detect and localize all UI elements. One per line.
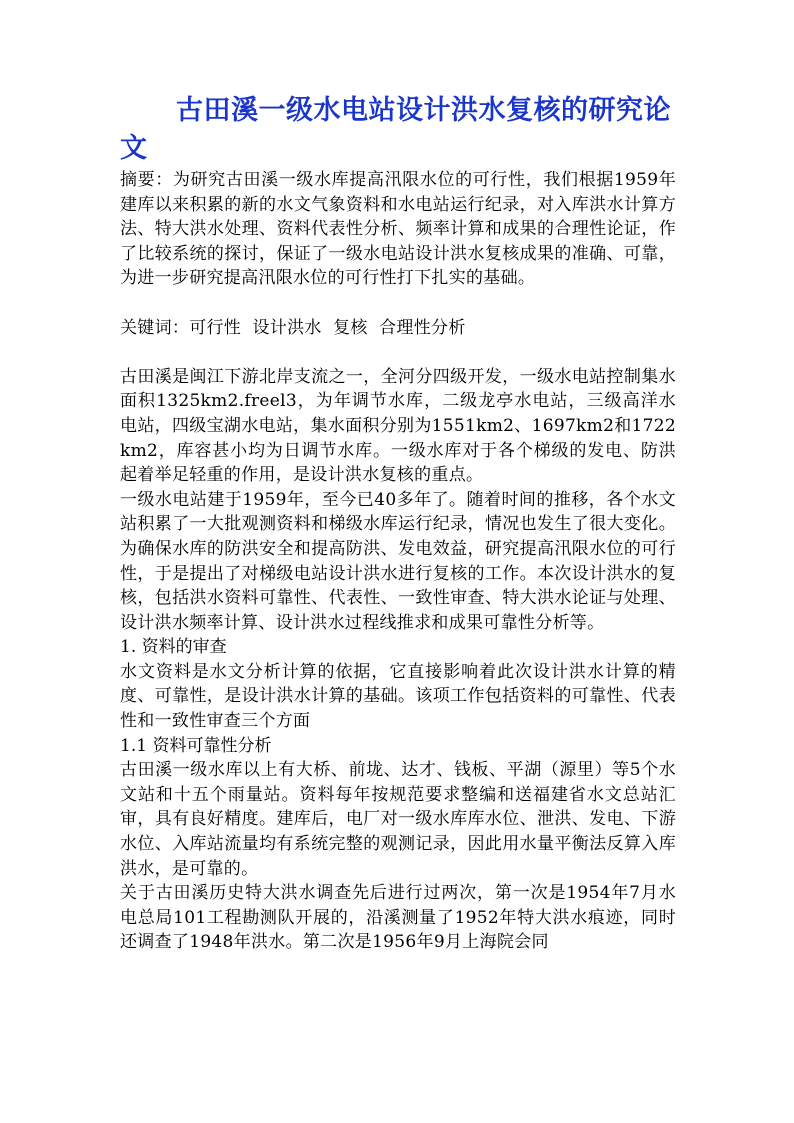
keywords-line: 关键词：可行性 设计洪水 复核 合理性分析	[120, 317, 466, 338]
body-paragraph-intro: 古田溪是闽江下游北岸支流之一，全河分四级开发，一级水电站控制集水面积1325km2.freel3，为年调节水库，二级龙亭水电站，三级高洋水电站，四级宝湖水电站，集水面积分别为1551km2、1697km2和1722km2，库容甚小均为日调节水库。一级水库对于各个梯级的发电、防洪起着举足轻重的作用，是设计洪水复核的重点。	[120, 366, 676, 486]
section-1-1-paragraph-stations: 古田溪一级水库以上有大桥、前垅、达才、钱板、平湖（源里）等5个水文站和十五个雨量站。资料每年按规范要求整编和送福建省水文总站汇审，具有良好精度。建库后，电厂对一级水库库水位、泄洪、发电、下游水位、入库站流量均有系统完整的观测记录，因此用水量平衡法反算入库洪水，是可靠的。	[120, 760, 676, 879]
section-heading-1-1: 1.1 资料可靠性分析	[120, 735, 272, 756]
document-page	[120, 92, 676, 955]
spacer	[120, 291, 676, 316]
spacer	[120, 340, 676, 365]
abstract-paragraph: 摘要：为研究古田溪一级水库提高汛限水位的可行性，我们根据1959年建库以来积累的新的水文气象资料和水电站运行纪录，对入库洪水计算方法、特大洪水处理、资料代表性分析、频率计算和成果的合理性论证，作了比较系统的探讨，保证了一级水电站设计洪水复核成果的准确、可靠，为进一步研究提高汛限水位的可行性打下扎实的基础。	[120, 170, 676, 289]
body-paragraph-background: 一级水电站建于1959年，至今已40多年了。随着时间的推移，各个水文站积累了一大批观测资料和梯级水库运行纪录，情况也发生了很大变化。为确保水库的防洪安全和提高防洪、发电效益，研究提高汛限水位的可行性，于是提出了对梯级电站设计洪水进行复核的工作。本次设计洪水的复核，包括洪水资料可靠性、代表性、一致性审查、特大洪水论证与处理、设计洪水频率计算、设计洪水过程线推求和成果可靠性分析等。	[120, 489, 676, 633]
document-title: 古田溪一级水电站设计洪水复核的研究论文	[120, 95, 671, 164]
section-1-1-paragraph-history: 关于古田溪历史特大洪水调查先后进行过两次，第一次是1954年7月水电总局101工程勘测队开展的，沿溪测量了1952年特大洪水痕迹，同时还调查了1948年洪水。第二次是1956年9月上海院会同	[120, 883, 676, 953]
section-heading-1: 1. 资料的审查	[120, 637, 227, 658]
section-1-paragraph: 水文资料是水文分析计算的依据，它直接影响着此次设计洪水计算的精度、可靠性，是设计洪水计算的基础。该项工作包括资料的可靠性、代表性和一致性审查三个方面	[120, 661, 676, 732]
